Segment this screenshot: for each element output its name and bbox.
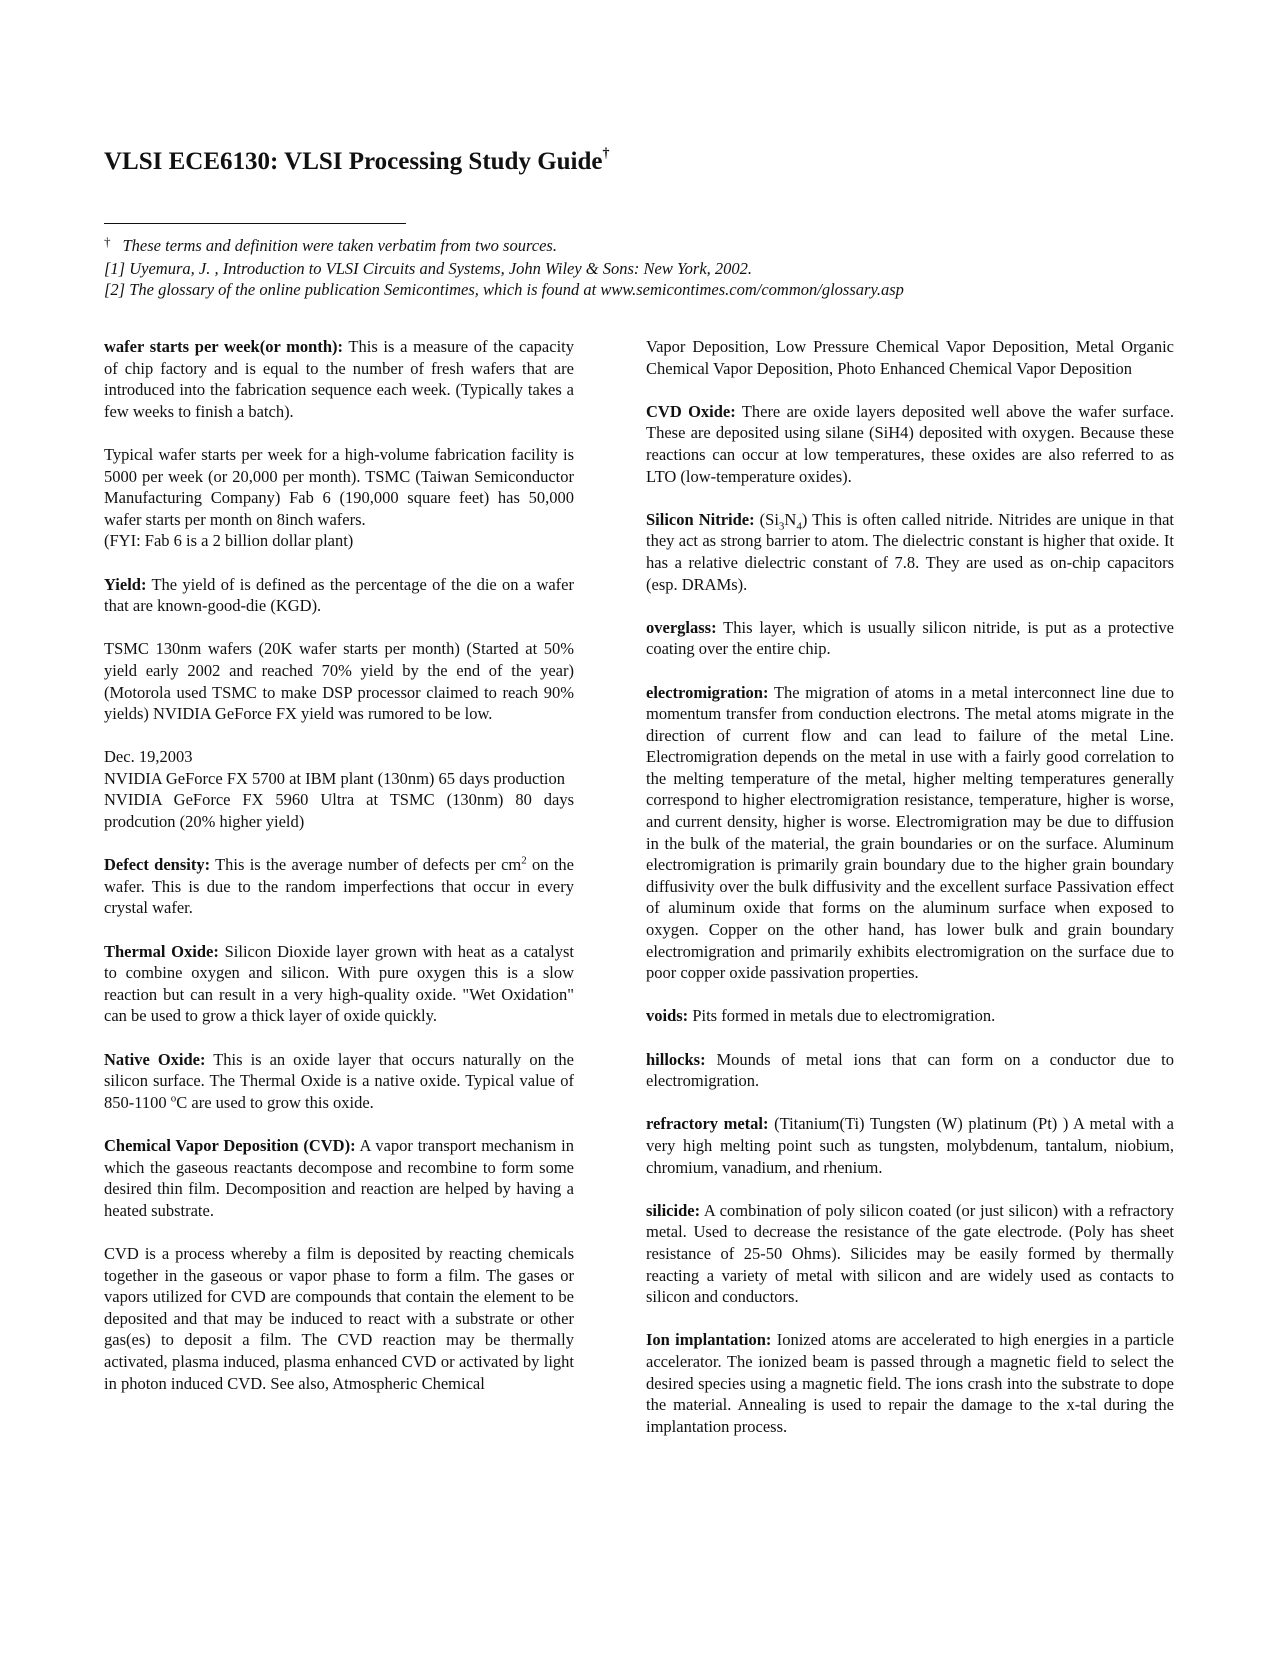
definition-hillocks: Mounds of metal ions that can form on a conductor due to electromigration.: [646, 1049, 1174, 1091]
entry-hillocks: [646, 1049, 1174, 1092]
entry-electromigration: [646, 682, 1174, 984]
definition-silicon-nitride: ) This is often called nitride. Nitrides are unique in that they act as strong barrier to atom. The dielectric constant is higher that oxide. It has a relative dielectric constant of 7.8. They are used as on-chip capacitors (esp. DRAMs).: [646, 509, 1175, 594]
term-hillocks: hillocks:: [646, 1049, 706, 1069]
entry-silicide: [646, 1200, 1174, 1308]
definition-native-oxide-2: C are used to grow this oxide.: [176, 1092, 374, 1112]
term-thermal-oxide: Thermal Oxide:: [104, 941, 219, 961]
subscript-3: 3: [778, 520, 785, 533]
definition-wafer-starts: This is a measure of the capacity of chip factory and is equal to the number of fresh wafers that are introduced into the fabrication sequence each week. (Typically takes a few weeks to finish a batch).: [104, 337, 574, 421]
definition-ion-implantation: Ionized atoms are accelerated to high energies in a particle accelerator. The ionized beam is passed through a magnetic field to select the desired species using a magnetic field. The ions crash into the substrate to dope the material. Annealing is used to repair the damage to the x-tal during the implantation process.: [646, 1330, 1174, 1436]
definition-thermal-oxide: Silicon Dioxide layer grown with heat as a catalyst to combine oxygen and silicon. With pure oxygen this is a slow reaction but can result in a very high-quality oxide. "Wet Oxidation" can be used to grow a thick layer of oxide quickly.: [104, 941, 575, 1026]
term-cvd: Chemical Vapor Deposition (CVD):: [104, 1135, 356, 1155]
term-silicon-nitride: Silicon Nitride:: [646, 509, 755, 529]
definition-refractory-metal: (Titanium(Ti) Tungsten (W) platinum (Pt) ) A metal with a very high melting point such as tungsten, molybdenum, tantalum, niobium, chromium, vanadium, and rhenium.: [646, 1114, 1174, 1177]
definition-overglass: This layer, which is usually silicon nitride, is put as a protective coating over the entire chip.: [646, 617, 1174, 659]
superscript-2: 2: [521, 854, 527, 867]
entry-refractory-metal: [646, 1113, 1174, 1178]
footnote-divider: [104, 223, 406, 224]
formula-si: (Si: [754, 509, 779, 529]
entry-thermal-oxide: [104, 941, 574, 1027]
definition-cvd: A vapor transport mechanism in which the gaseous reactants decompose and recombine to form some desired thin film. Decomposition and reaction are helped by having a heated substrate.: [104, 1135, 574, 1220]
definition-defect-density-2: on the wafer. This is due to the random imperfections that occur in every crystal wafer.: [104, 855, 574, 918]
entry-cvd: [104, 1135, 574, 1221]
definition-electromigration: The migration of atoms in a metal interconnect line due to momentum transfer from conduction electrons. The metal atoms migrate in the direction of current flow and can lead to failure of the metal Line. Electromigration depends on the metal in use with a fairly good correlation to the melting temperature of the metal, higher melting temperatures generally correspond to higher electromigration resistance, temperature, higher is worse, and current density, higher is worse. Electromigration may be due to diffusion in the bulk of the material, the grain boundaries or on the surface. Aluminum electromigration is primarily grain boundary due to the higher grain boundary diffusivity over the bulk diffusivity and the excellent surface Passivation effect of aluminum oxide that forms on the aluminum surface when exposed to oxygen. Copper on the other hand, has lower bulk and grain boundary electromigration and primarily exhibits electromigration on the surface due to poor copper oxide passivation properties.: [646, 682, 1174, 983]
term-ion-implantation: Ion implantation:: [646, 1330, 772, 1350]
definition-silicide: A combination of poly silicon coated (or just silicon) with a refractory metal. Used to decrease the resistance of the gate electrode. (Poly has sheet resistance of 25-50 Ohms). Silicides may be easily formed by thermally reacting a variety of metal with silicon and are widely used as contacts to silicon and conductors.: [646, 1200, 1174, 1307]
definition-native-oxide-1: This is an oxide layer that occurs naturally on the silicon surface. The Thermal Oxide is a native oxide. Typical value of 850-1100: [104, 1049, 574, 1112]
paragraph-nvidia-5700: NVIDIA GeForce FX 5700 at IBM plant (130nm) 65 days production: [104, 768, 566, 788]
left-column: [104, 336, 574, 1416]
term-cvd-oxide: CVD Oxide:: [646, 401, 736, 421]
footnote-ref-2: [2] The glossary of the online publication Semicontimes, which is found at www.semicontimes.com/common/glossary.asp: [104, 280, 904, 299]
entry-silicon-nitride: [646, 509, 1174, 595]
footnote-intro-text: These terms and definition were taken verbatim from two sources.: [122, 236, 557, 255]
title-footnote-mark: †: [602, 146, 610, 161]
definition-defect-density-1: This is the average number of defects per cm: [210, 855, 522, 875]
entry-cvd-oxide: [646, 401, 1174, 487]
page-title: [104, 148, 610, 176]
footnotes: [104, 235, 1204, 301]
paragraph-fyi: (FYI: Fab 6 is a 2 billion dollar plant): [104, 531, 354, 551]
footnote-dagger: †: [104, 234, 111, 249]
definition-voids: Pits formed in metals due to electromigration.: [688, 1006, 996, 1026]
title-text: VLSI ECE6130: VLSI Processing Study Guide: [104, 148, 603, 175]
term-silicide: silicide:: [646, 1200, 701, 1220]
term-electromigration: electromigration:: [646, 682, 769, 702]
definition-cvd-oxide: There are oxide layers deposited well above the wafer surface. These are deposited using silane (SiH4) deposited with oxygen. Because these reactions can occur at low temperatures, these oxides are also referred to as LTO (low-temperature oxides).: [646, 401, 1174, 486]
paragraph-date: Dec. 19,2003: [104, 747, 193, 767]
subscript-4: 4: [796, 520, 802, 533]
term-yield: Yield:: [104, 574, 147, 594]
formula-n: N: [784, 509, 797, 529]
paragraph-nvidia-5960: NVIDIA GeForce FX 5960 Ultra at TSMC (130nm) 80 days prodcution (20% higher yield): [104, 790, 574, 832]
entry-overglass: [646, 617, 1174, 660]
entry-native-oxide: [104, 1049, 574, 1114]
term-refractory-metal: refractory metal:: [646, 1114, 769, 1134]
term-native-oxide: Native Oxide:: [104, 1049, 206, 1069]
term-voids: voids:: [646, 1006, 689, 1026]
paragraph-cvd-process: CVD is a process whereby a film is deposited by reacting chemicals together in the gaseous or vapor phase to form a film. The gases or vapors utilized for CVD are compounds that contain the element to be deposited and that may be induced to react with a substrate or other gas(es) to deposit a film. The CVD reaction may be thermally activated, plasma induced, plasma enhanced CVD or activated by light in photon induced CVD. See also, Atmospheric Chemical: [104, 1243, 574, 1393]
term-defect-density: Defect density:: [104, 855, 211, 875]
entry-voids: [646, 1005, 1174, 1027]
term-overglass: overglass:: [646, 617, 717, 637]
term-wafer-starts: wafer starts per week(or month):: [104, 337, 344, 356]
paragraph-cvd-continued: Vapor Deposition, Low Pressure Chemical Vapor Deposition, Metal Organic Chemical Vapor Deposition, Photo Enhanced Chemical Vapor Deposition: [646, 337, 1174, 378]
right-column: [646, 336, 1174, 1459]
entry-wafer-starts: [104, 336, 574, 422]
entry-defect-density: [104, 854, 574, 919]
entry-yield: [104, 574, 574, 617]
footnote-intro: [104, 235, 1204, 258]
degree-superscript: o: [170, 1092, 177, 1105]
paragraph-tsmc-130nm: TSMC 130nm wafers (20K wafer starts per month) (Started at 50% yield early 2002 and reached 70% yield by the end of the year) (Motorola used TSMC to make DSP processor claimed to reach 90% yields) NVIDIA GeForce FX yield was rumored to be low.: [104, 639, 574, 724]
entry-ion-implantation: [646, 1329, 1174, 1437]
paragraph-typical-wafer: Typical wafer starts per week for a high-volume fabrication facility is 5000 per week (or 20,000 per month). TSMC (Taiwan Semiconductor Manufacturing Company) Fab 6 (190,000 square feet) has 50,000 wafer starts per month on 8inch wafers.: [104, 444, 574, 529]
footnote-ref-1: [1] Uyemura, J. , Introduction to VLSI Circuits and Systems, John Wiley & Sons: New York, 2002.: [104, 258, 753, 278]
definition-yield: The yield of is defined as the percentage of the die on a wafer that are known-good-die (KGD).: [104, 574, 574, 616]
